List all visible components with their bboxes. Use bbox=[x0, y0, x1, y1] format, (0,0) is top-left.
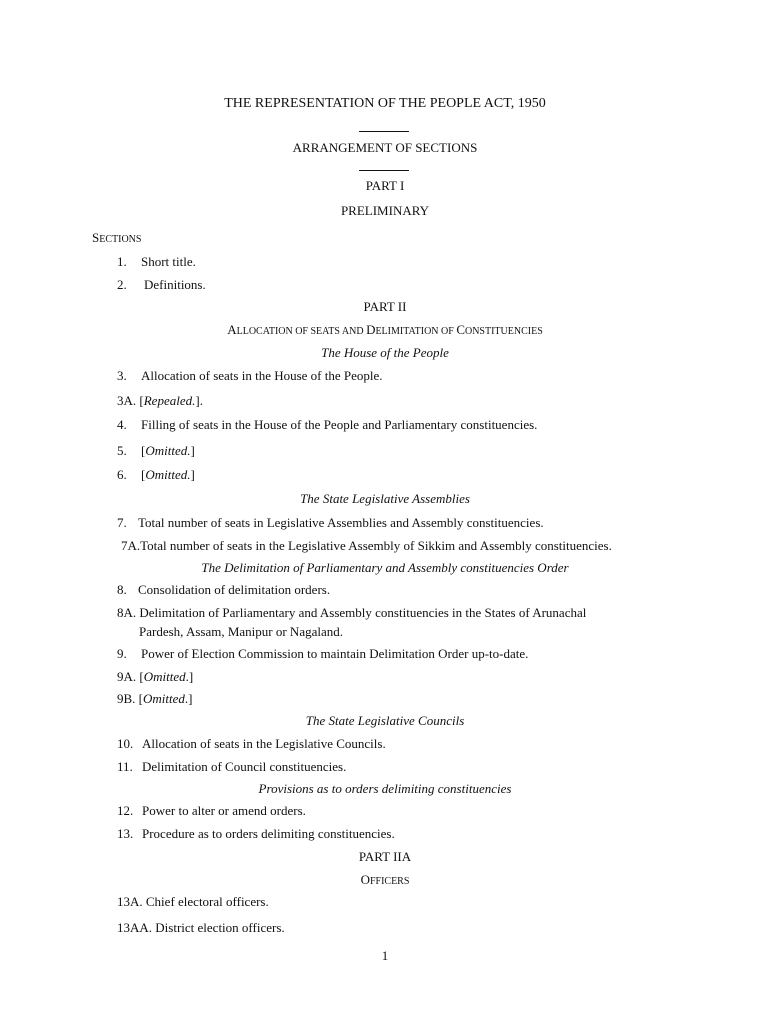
list-item: 6. [Omitted.] bbox=[117, 467, 195, 482]
list-item: 13. Procedure as to orders delimiting constituencies. bbox=[117, 826, 395, 841]
act-title: THE REPRESENTATION OF THE PEOPLE ACT, 1950 bbox=[224, 96, 546, 111]
list-item: 1. Short title. bbox=[117, 254, 196, 269]
list-item: 7. Total number of seats in Legislative Assemblies and Assembly constituencies. bbox=[117, 515, 544, 530]
list-item: 7A.Total number of seats in the Legislative Assembly of Sikkim and Assembly constituencies. bbox=[121, 538, 612, 553]
chapter-heading: The Delimitation of Parliamentary and Assembly constituencies Order bbox=[201, 560, 569, 575]
part-heading: PART I bbox=[365, 178, 405, 193]
list-item: 4. Filling of seats in the House of the People and Parliamentary constituencies. bbox=[117, 417, 538, 432]
sections-label: SECTIONS bbox=[92, 230, 142, 245]
part-subheading: OFFICERS bbox=[360, 872, 410, 887]
page-number: 1 bbox=[381, 948, 389, 963]
chapter-heading: Provisions as to orders delimiting constituencies bbox=[258, 781, 512, 796]
arrangement-heading: ARRANGEMENT OF SECTIONS bbox=[292, 140, 478, 155]
part-heading: PART II bbox=[363, 299, 407, 314]
divider-rule bbox=[359, 170, 409, 171]
list-item: 9. Power of Election Commission to maintain Delimitation Order up-to-date. bbox=[117, 646, 529, 661]
chapter-heading: The State Legislative Councils bbox=[305, 713, 465, 728]
list-item: 9B. [Omitted.] bbox=[117, 691, 193, 706]
chapter-heading: The House of the People bbox=[321, 345, 449, 360]
list-item: 2. Definitions. bbox=[117, 277, 206, 292]
divider-rule bbox=[359, 131, 409, 132]
list-item: 3. Allocation of seats in the House of the People. bbox=[117, 368, 383, 383]
list-item: 9A. [Omitted.] bbox=[117, 669, 194, 684]
list-item: 10. Allocation of seats in the Legislative Councils. bbox=[117, 736, 386, 751]
list-item: 11. Delimitation of Council constituencies. bbox=[117, 759, 347, 774]
list-item: 8. Consolidation of delimitation orders. bbox=[117, 582, 331, 597]
list-item: 3A. [Repealed.]. bbox=[117, 393, 203, 408]
chapter-heading: The State Legislative Assemblies bbox=[300, 491, 470, 506]
list-item-continuation: Pardesh, Assam, Manipur or Nagaland. bbox=[139, 624, 343, 639]
list-item: 12. Power to alter or amend orders. bbox=[117, 803, 306, 818]
list-item: 8A. Delimitation of Parliamentary and Assembly constituencies in the States of Arunachal bbox=[117, 605, 587, 620]
part-subheading: ALLOCATION OF SEATS AND DELIMITATION OF CONSTITUENCIES bbox=[227, 322, 543, 337]
part-heading: PART IIA bbox=[358, 849, 412, 864]
list-item: 13A. Chief electoral officers. bbox=[117, 894, 269, 909]
list-item: 5. [Omitted.] bbox=[117, 443, 195, 458]
list-item: 13AA. District election officers. bbox=[117, 920, 285, 935]
part-subheading: PRELIMINARY bbox=[340, 203, 430, 218]
